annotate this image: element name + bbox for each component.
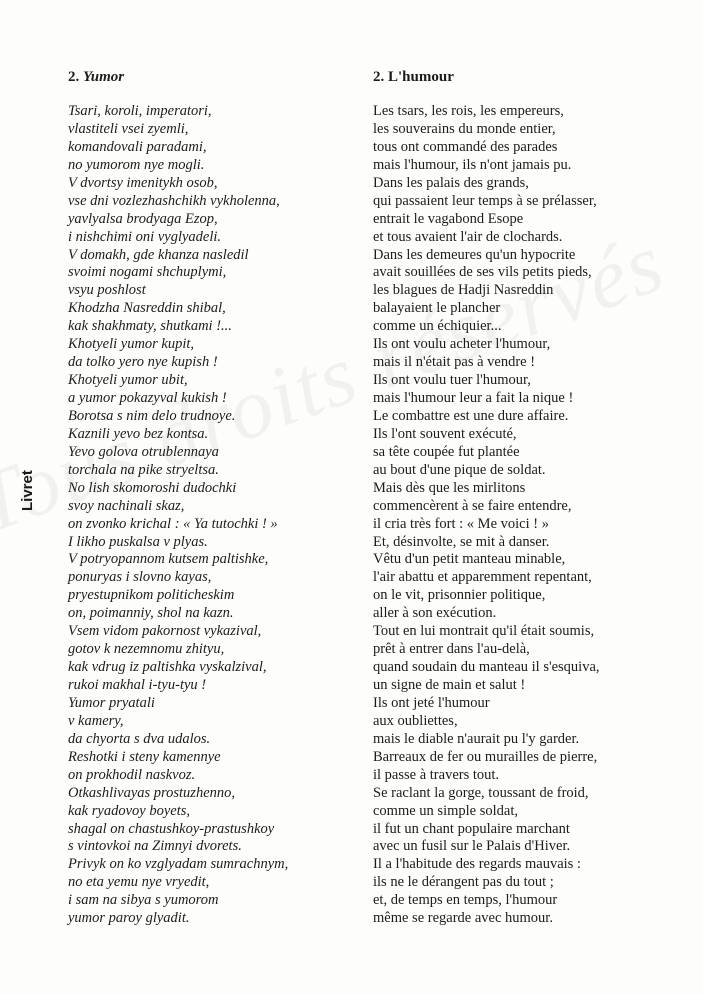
russian-verse-line: Kaznili yevo bez kontsa. [68, 425, 209, 442]
russian-verse-line: svoimi nogami shchuplymi, [68, 264, 227, 281]
french-verse-line: au bout d'une pique de soldat. [373, 461, 546, 478]
french-verse-line: les souverains du monde entier, [373, 120, 556, 137]
russian-heading-title: Yumor [83, 69, 125, 85]
french-verse-line: aller à son exécution. [373, 605, 497, 622]
russian-verse-line: vlastiteli vsei zyemli, [68, 120, 189, 137]
french-verse-line: Dans les palais des grands, [373, 174, 529, 191]
french-verse-line: Ils l'ont souvent exécuté, [373, 425, 517, 442]
russian-verse-line: kak ryadovoy boyets, [68, 802, 190, 819]
french-verse-line: Les tsars, les rois, les empereurs, [373, 103, 564, 119]
russian-verse-line: Vsem vidom pakornost vykazival, [68, 623, 262, 640]
russian-verse-line: i nishchimi oni vyglyadeli. [68, 228, 222, 245]
french-verse-line: les blagues de Hadji Nasreddin [373, 282, 554, 299]
russian-verse-line: No lish skomoroshi dudochki [68, 479, 237, 496]
russian-verse-line: a yumor pokazyval kukish ! [68, 390, 227, 406]
french-verse-line: qui passaient leur temps à se prélasser, [373, 192, 597, 209]
russian-verse-line: komandovali paradami, [68, 138, 207, 155]
french-verse-line: aux oubliettes, [373, 712, 458, 729]
french-verse-line: Mais dès que les mirlitons [373, 479, 526, 496]
russian-verse-line: s vintovkoi na Zimnyi dvorets. [68, 838, 242, 855]
french-verse-line: Dans les demeures qu'un hypocrite [373, 246, 576, 263]
side-label-livret: Livret [19, 470, 36, 511]
russian-verse-line: da chyorta s dva udalos. [68, 730, 211, 747]
french-verse-line: quand soudain du manteau il s'esquiva, [373, 659, 600, 676]
french-heading-number: 2. [373, 69, 385, 85]
russian-verse-line: da tolko yero nye kupish ! [68, 354, 218, 371]
french-verse-line: entrait le vagabond Esope [373, 210, 524, 227]
russian-verse-line: Yumor pryatali [68, 694, 155, 711]
russian-verse-line: svoy nachinali skaz, [68, 497, 185, 514]
french-verses [373, 103, 673, 928]
french-verse-line: Barreaux de fer ou murailles de pierre, [373, 748, 598, 765]
russian-verse-line: shagal on chastushkoy-prastushkoy [68, 820, 275, 837]
russian-verse-line: i sam na sibya s yumorom [68, 892, 219, 909]
french-verse-line: il passe à travers tout. [373, 766, 500, 783]
russian-verse-line: Yevo golova otrublennaya [68, 443, 219, 460]
french-column [373, 68, 673, 928]
french-verse-line: Ils ont jeté l'humour [373, 694, 490, 711]
russian-verse-line: v kamery, [68, 712, 124, 729]
french-verse-line: Ils ont voulu tuer l'humour, [373, 372, 531, 389]
french-verse-line: Et, désinvolte, se mit à danser. [373, 533, 550, 550]
french-verse-line: sa tête coupée fut plantée [373, 443, 520, 460]
russian-verse-line: kak vdrug iz paltishka vyskalzival, [68, 659, 267, 676]
russian-verse-line: Borotsa s nim delo trudnoye. [68, 407, 236, 424]
french-verse-line: Ils ont voulu acheter l'humour, [373, 336, 551, 353]
russian-verse-line: yavlyalsa brodyaga Ezop, [68, 210, 218, 227]
french-verse-line: comme un échiquier... [373, 318, 502, 335]
russian-verse-line: on, poimanniy, shol na kazn. [68, 605, 234, 622]
russian-verse-line: kak shakhmaty, shutkami !... [68, 318, 232, 335]
russian-verse-line: vse dni vozlezhashchikh vykholenna, [68, 192, 280, 209]
russian-verse-line: no eta yemu nye vryedit, [68, 874, 210, 891]
french-verse-line: et tous avaient l'air de clochards. [373, 228, 563, 245]
french-verse-line: avec un fusil sur le Palais d'Hiver. [373, 838, 571, 855]
russian-verse-line: Khotyeli yumor ubit, [68, 372, 188, 389]
russian-verse-line: yumor paroy glyadit. [68, 910, 190, 927]
french-verse-line: mais le diable n'aurait pu l'y garder. [373, 730, 580, 747]
french-verse-line: mais l'humour, ils n'ont jamais pu. [373, 156, 572, 173]
russian-verse-line: I likho puskalsa v plyas. [68, 533, 208, 550]
russian-verse-line: Otkashlivayas prostuzhenno, [68, 784, 236, 801]
russian-heading-number: 2. [68, 69, 80, 85]
russian-column [68, 68, 358, 928]
french-verse-line: Se raclant la gorge, toussant de froid, [373, 784, 589, 801]
russian-verse-line: gotov k nezemnomu zhityu, [68, 641, 225, 658]
russian-verse-line: V dvortsy imenitykh osob, [68, 174, 218, 191]
russian-verses [68, 103, 358, 928]
french-verse-line: Le combattre est une dure affaire. [373, 407, 569, 424]
russian-verse-line: ponuryas i slovno kayas, [68, 569, 212, 586]
french-verse-line: l'air abattu et apparemment repentant, [373, 569, 592, 586]
french-verse-line: tous ont commandé des parades [373, 138, 558, 155]
french-heading-title: L'humour [388, 69, 454, 85]
russian-verse-line: V potryopannom kutsem paltishke, [68, 551, 269, 568]
russian-verse-line: pryestupnikom politicheskim [68, 587, 235, 604]
french-verse-line: balayaient le plancher [373, 300, 501, 317]
russian-verse-line: Khodzha Nasreddin shibal, [68, 300, 226, 317]
russian-verse-line: vsyu poshlost [68, 282, 146, 299]
russian-verse-line: no yumorom nye mogli. [68, 156, 205, 173]
french-verse-line: mais il n'était pas à vendre ! [373, 354, 536, 371]
russian-heading [68, 68, 358, 86]
french-verse-line: même se regarde avec humour. [373, 910, 553, 927]
french-verse-line: avait souillées de ses vils petits pieds, [373, 264, 592, 281]
french-verse-line: commencèrent à se faire entendre, [373, 497, 572, 514]
russian-verse-line: Reshotki i steny kamennye [68, 748, 221, 765]
french-verse-line: mais l'humour leur a fait la nique ! [373, 390, 574, 406]
russian-verse-line: Privyk on ko vzglyadam sumrachnym, [68, 856, 289, 873]
french-verse-line: et, de temps en temps, l'humour [373, 892, 558, 909]
french-verse-line: un signe de main et salut ! [373, 677, 526, 693]
french-verse-line: comme un simple soldat, [373, 802, 518, 819]
french-heading [373, 68, 673, 86]
french-verse-line: il fut un chant populaire marchant [373, 820, 570, 837]
russian-verse-line: Tsari, koroli, imperatori, [68, 103, 212, 119]
french-verse-line: ils ne le dérangent pas du tout ; [373, 874, 554, 891]
french-verse-line: Vêtu d'un petit manteau minable, [373, 551, 566, 568]
russian-verse-line: V domakh, gde khanza nasledil [68, 246, 249, 263]
french-verse-line: Tout en lui montrait qu'il était soumis, [373, 623, 595, 640]
french-verse-line: on le vit, prisonnier politique, [373, 587, 546, 604]
french-verse-line: il cria très fort : « Me voici ! » [373, 515, 549, 532]
russian-verse-line: on zvonko krichal : « Ya tutochki ! » [68, 515, 278, 532]
russian-verse-line: Khotyeli yumor kupit, [68, 336, 195, 353]
russian-verse-line: rukoi makhal i-tyu-tyu ! [68, 677, 207, 693]
russian-verse-line: on prokhodil naskvoz. [68, 766, 196, 783]
french-verse-line: prêt à entrer dans l'au-delà, [373, 641, 530, 658]
russian-verse-line: torchala na pike stryeltsa. [68, 461, 219, 478]
french-verse-line: Il a l'habitude des regards mauvais : [373, 856, 581, 873]
